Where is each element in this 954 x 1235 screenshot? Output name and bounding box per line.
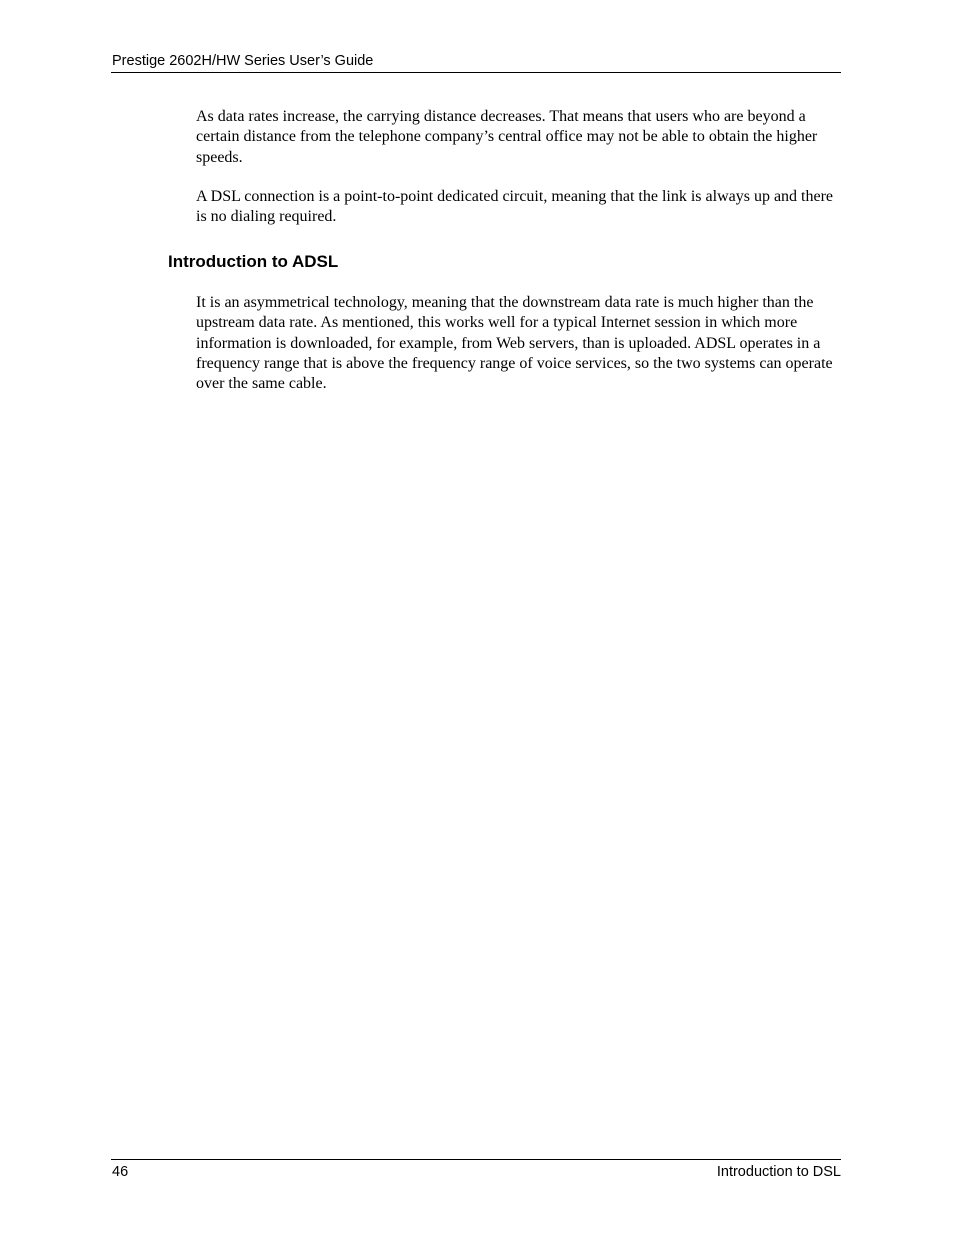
body-text bbox=[196, 107, 842, 227]
chapter-title: Introduction to DSL bbox=[716, 1164, 841, 1180]
paragraph-data-rates: As data rates increase, the carrying distance decreases. That means that users who are beyond a certain distance from the telephone company’s central office may not be able to obtain the higher speeds. bbox=[196, 108, 818, 166]
page-header bbox=[111, 50, 841, 73]
section-body bbox=[196, 293, 842, 394]
page-footer bbox=[111, 1159, 841, 1184]
page-number: 46 bbox=[112, 1164, 129, 1180]
section-heading: Introduction to ADSL bbox=[168, 252, 339, 271]
document-title: Prestige 2602H/HW Series User’s Guide bbox=[112, 53, 374, 69]
paragraph-adsl: It is an asymmetrical technology, meaning that the downstream data rate is much higher than the upstream data rate. As mentioned, this works well for a typical Internet session in which more information is downloaded, for example, from Web servers, than is uploaded. ADSL operates in a frequency range that is above the frequency range of voice services, so the two systems can operate over the same cable. bbox=[196, 294, 833, 393]
paragraph-dsl-connection: A DSL connection is a point-to-point dedicated circuit, meaning that the link is always up and there is no dialing required. bbox=[196, 187, 834, 226]
